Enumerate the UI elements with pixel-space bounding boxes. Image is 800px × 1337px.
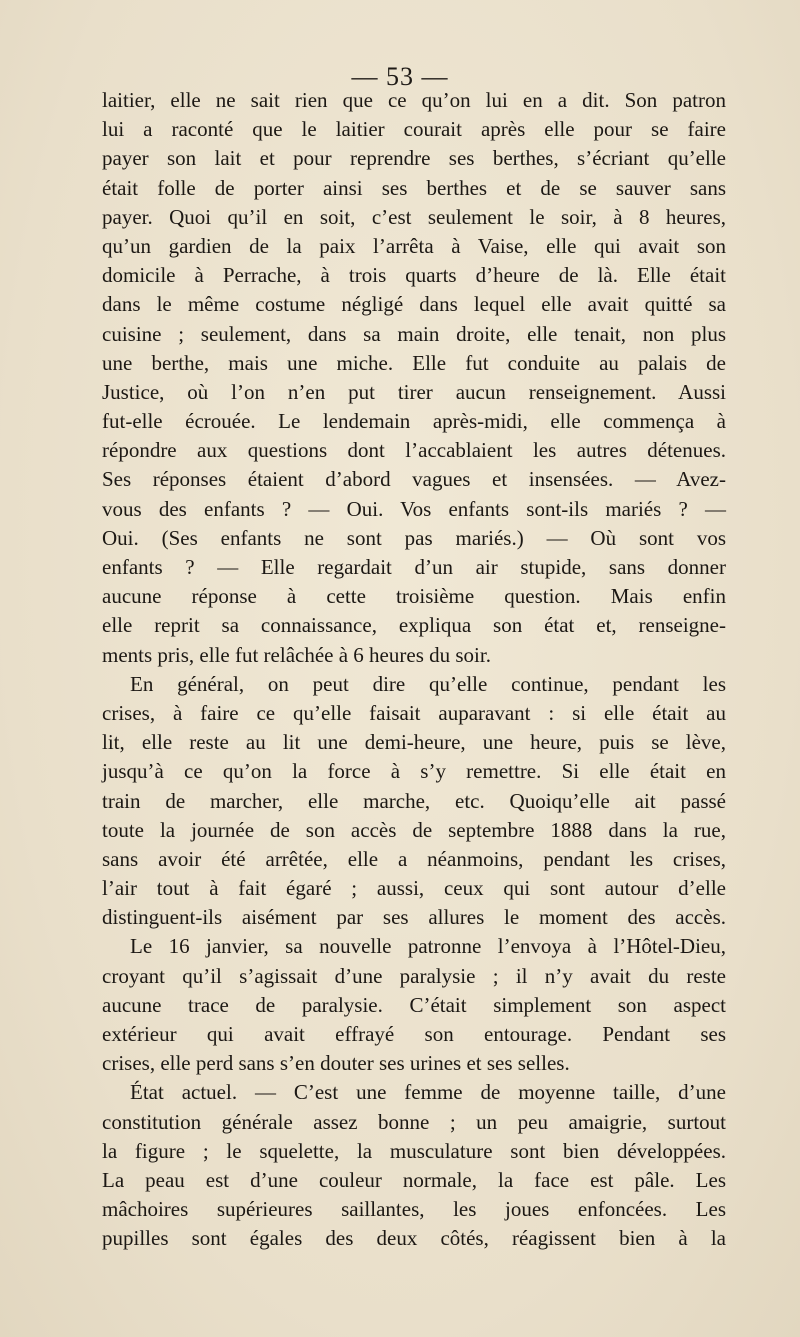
text-line: croyant qu’il s’agissait d’une paralysie ; il n’y avait du reste [102, 963, 726, 988]
text-line: Ses réponses étaient d’abord vagues et insensées. — Avez- [102, 467, 726, 492]
body-text [102, 86, 726, 1254]
text-line: lui a raconté que le laitier courait après elle pour se faire [102, 117, 726, 142]
text-line: elle reprit sa connaissance, expliqua son état et, renseigne- [102, 613, 726, 638]
text-line: lit, elle reste au lit une demi-heure, une heure, puis se lève, [102, 730, 726, 755]
text-line: aucune trace de paralysie. C’était simplement son aspect [102, 992, 726, 1017]
text-line: Oui. (Ses enfants ne sont pas mariés.) — Où sont vos [102, 525, 726, 550]
page-number: — 53 — [351, 62, 449, 91]
text-line: domicile à Perrache, à trois quarts d’heure de là. Elle était [102, 263, 726, 288]
text-line-paragraph-start: État actuel. — C’est une femme de moyenne taille, d’une [130, 1080, 726, 1105]
text-line: enfants ? — Elle regardait d’un air stupide, sans donner [102, 555, 726, 579]
text-line: pupilles sont égales des deux côtés, réagissent bien à la [102, 1226, 726, 1251]
text-line: payer son lait et pour reprendre ses berthes, s’écriant qu’elle [102, 146, 726, 171]
text-line: répondre aux questions dont l’accablaient les autres détenues. [102, 438, 726, 463]
text-line: train de marcher, elle marche, etc. Quoiqu’elle ait passé [102, 788, 726, 813]
text-line-paragraph-end: crises, elle perd sans s’en douter ses urines et ses selles. [102, 1051, 570, 1076]
text-line: jusqu’à ce qu’on la force à s’y remettre. Si elle était en [102, 759, 726, 784]
text-line: sans avoir été arrêtée, elle a néanmoins, pendant les crises, [102, 846, 726, 871]
text-line-paragraph-start: Le 16 janvier, sa nouvelle patronne l’envoya à l’Hôtel-Dieu, [130, 934, 726, 959]
text-line-paragraph-start: En général, on peut dire qu’elle continue, pendant les [130, 671, 726, 696]
text-line: mâchoires supérieures saillantes, les joues enfoncées. Les [102, 1197, 726, 1222]
text-line: fut-elle écrouée. Le lendemain après-midi, elle commença à [102, 409, 726, 434]
text-line: constitution générale assez bonne ; un peu amaigrie, surtout [102, 1109, 726, 1134]
text-line: une berthe, mais une miche. Elle fut conduite au palais de [102, 350, 726, 375]
text-line: toute la journée de son accès de septembre 1888 dans la rue, [102, 817, 726, 842]
text-line: l’air tout à fait égaré ; aussi, ceux qui sont autour d’elle [102, 876, 726, 901]
text-line: crises, à faire ce qu’elle faisait auparavant : si elle était au [102, 700, 726, 725]
text-line: laitier, elle ne sait rien que ce qu’on lui en a dit. Son patron [102, 88, 726, 112]
text-line: la figure ; le squelette, la musculature sont bien développées. [102, 1138, 726, 1163]
text-line: payer. Quoi qu’il en soit, c’est seulement le soir, à 8 heures, [102, 204, 726, 229]
text-line: vous des enfants ? — Oui. Vos enfants sont-ils mariés ? — [102, 496, 726, 521]
text-line: Justice, où l’on n’en put tirer aucun renseignement. Aussi [102, 379, 726, 404]
text-line: aucune réponse à cette troisième question. Mais enfin [102, 584, 726, 609]
text-line: cuisine ; seulement, dans sa main droite, elle tenait, non plus [102, 321, 726, 346]
text-line: distinguent-ils aisément par ses allures le moment des accès. [102, 905, 726, 930]
text-line: dans le même costume négligé dans lequel elle avait quitté sa [102, 292, 726, 317]
text-line-paragraph-end: ments pris, elle fut relâchée à 6 heures du soir. [102, 642, 491, 667]
text-line: qu’un gardien de la paix l’arrêta à Vaise, elle qui avait son [102, 233, 726, 258]
text-line: La peau est d’une couleur normale, la face est pâle. Les [102, 1167, 726, 1192]
text-line: extérieur qui avait effrayé son entourage. Pendant ses [102, 1022, 726, 1046]
text-line: était folle de porter ainsi ses berthes et de se sauver sans [102, 175, 726, 200]
